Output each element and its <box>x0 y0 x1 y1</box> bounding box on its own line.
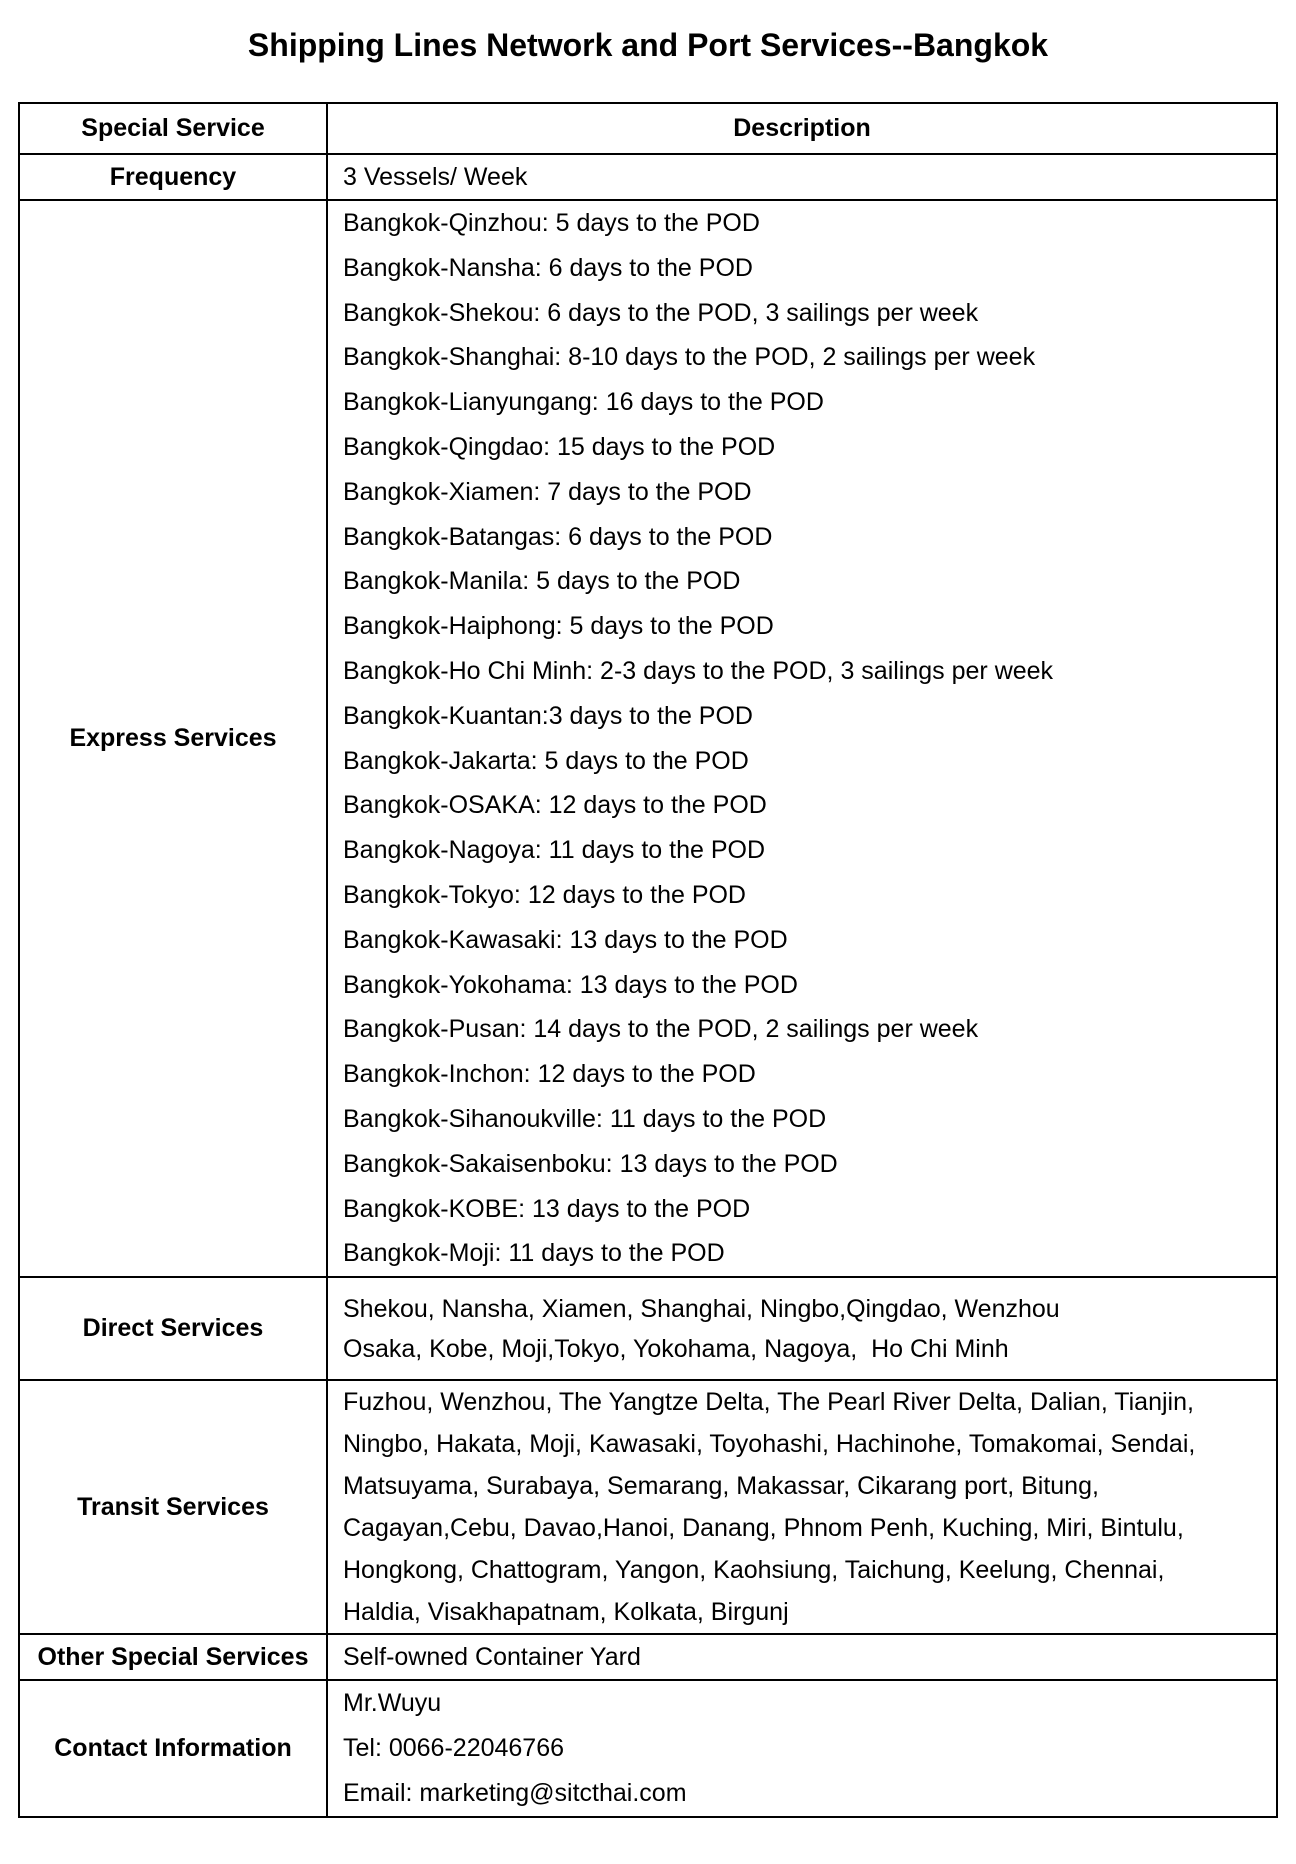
express-route: Bangkok-Moji: 11 days to the POD <box>343 1239 725 1268</box>
row-label-frequency: Frequency <box>19 154 327 200</box>
express-route: Bangkok-Manila: 5 days to the POD <box>343 567 741 596</box>
direct-services-description <box>327 1277 1277 1380</box>
express-route: Bangkok-OSAKA: 12 days to the POD <box>343 791 767 820</box>
express-route: Bangkok-Xiamen: 7 days to the POD <box>343 477 752 506</box>
express-route: Bangkok-Sakaisenboku: 13 days to the POD <box>343 1149 838 1178</box>
express-route: Bangkok-Kuantan:3 days to the POD <box>343 701 753 730</box>
row-transit-services <box>19 1380 1277 1634</box>
direct-ports-line: Shekou, Nansha, Xiamen, Shanghai, Ningbo,Qingdao, Wenzhou <box>343 1294 1060 1323</box>
row-direct-services <box>19 1277 1277 1380</box>
express-route: Bangkok-Batangas: 6 days to the POD <box>343 522 773 551</box>
row-label-express-services: Express Services <box>19 200 327 1277</box>
express-route: Bangkok-Shanghai: 8-10 days to the POD, 2 sailings per week <box>343 343 1036 372</box>
express-route: Bangkok-Jakarta: 5 days to the POD <box>343 746 749 775</box>
express-services-description <box>327 200 1277 1277</box>
row-other-special-services <box>19 1634 1277 1680</box>
row-label-contact-information: Contact Information <box>19 1680 327 1817</box>
row-frequency <box>19 154 1277 200</box>
express-route: Bangkok-Shekou: 6 days to the POD, 3 sailings per week <box>343 298 979 327</box>
header-description: Description <box>327 103 1277 154</box>
transit-services-description <box>327 1380 1277 1634</box>
express-route: Bangkok-Qinzhou: 5 days to the POD <box>343 209 760 237</box>
transit-ports-text: Fuzhou, Wenzhou, The Yangtze Delta, The Pearl River Delta, Dalian, Tianjin, Ningbo, Hakata, Moji, Kawasaki, Toyohashi, Hachinohe, Tomakomai, Sendai, Matsuyama, Surabaya, Semarang, Makassar, Cikarang port, Bitung, Cagayan,Cebu, Davao,Hanoi, Danang, Phnom Penh, Kuching, Miri, Bintulu, Hongkong, Chattogram, Yangon, Kaohsiung, Taichung, Keelung, Chennai, Haldia, Visakhapatnam, Kolkata, Birgunj <box>343 1388 1196 1627</box>
page-title: Shipping Lines Network and Port Services--Bangkok <box>247 27 1049 63</box>
contact-name: Mr.Wuyu <box>343 1689 442 1718</box>
row-label-direct-services: Direct Services <box>19 1277 327 1380</box>
other-special-services-value: Self-owned Container Yard <box>327 1634 1277 1680</box>
direct-ports-line: Osaka, Kobe, Moji,Tokyo, Yokohama, Nagoya, Ho Chi Minh <box>343 1334 1009 1363</box>
contact-information-description <box>327 1680 1277 1817</box>
contact-email: Email: marketing@sitcthai.com <box>343 1779 687 1808</box>
express-route: Bangkok-Tokyo: 12 days to the POD <box>343 880 746 909</box>
express-route: Bangkok-Nansha: 6 days to the POD <box>343 253 753 282</box>
row-label-transit-services: Transit Services <box>19 1380 327 1634</box>
header-special-service: Special Service <box>19 103 327 154</box>
express-route: Bangkok-Pusan: 14 days to the POD, 2 sailings per week <box>343 1015 979 1044</box>
express-route: Bangkok-Inchon: 12 days to the POD <box>343 1060 756 1089</box>
row-label-other-special-services: Other Special Services <box>19 1634 327 1680</box>
express-route: Bangkok-KOBE: 13 days to the POD <box>343 1194 751 1223</box>
express-route: Bangkok-Ho Chi Minh: 2-3 days to the POD, 3 sailings per week <box>343 656 1054 685</box>
row-contact-information <box>19 1680 1277 1817</box>
express-route: Bangkok-Kawasaki: 13 days to the POD <box>343 925 788 954</box>
express-route: Bangkok-Qingdao: 15 days to the POD <box>343 432 776 461</box>
frequency-value: 3 Vessels/ Week <box>327 154 1277 200</box>
express-route: Bangkok-Sihanoukville: 11 days to the POD <box>343 1104 827 1133</box>
express-route: Bangkok-Yokohama: 13 days to the POD <box>343 970 798 999</box>
services-table <box>18 102 1278 1818</box>
express-route: Bangkok-Haiphong: 5 days to the POD <box>343 612 774 641</box>
express-route: Bangkok-Lianyungang: 16 days to the POD <box>343 388 824 417</box>
contact-tel: Tel: 0066-22046766 <box>343 1734 565 1763</box>
table-header-row <box>19 103 1277 154</box>
express-route: Bangkok-Nagoya: 11 days to the POD <box>343 836 765 865</box>
row-express-services <box>19 200 1277 1277</box>
